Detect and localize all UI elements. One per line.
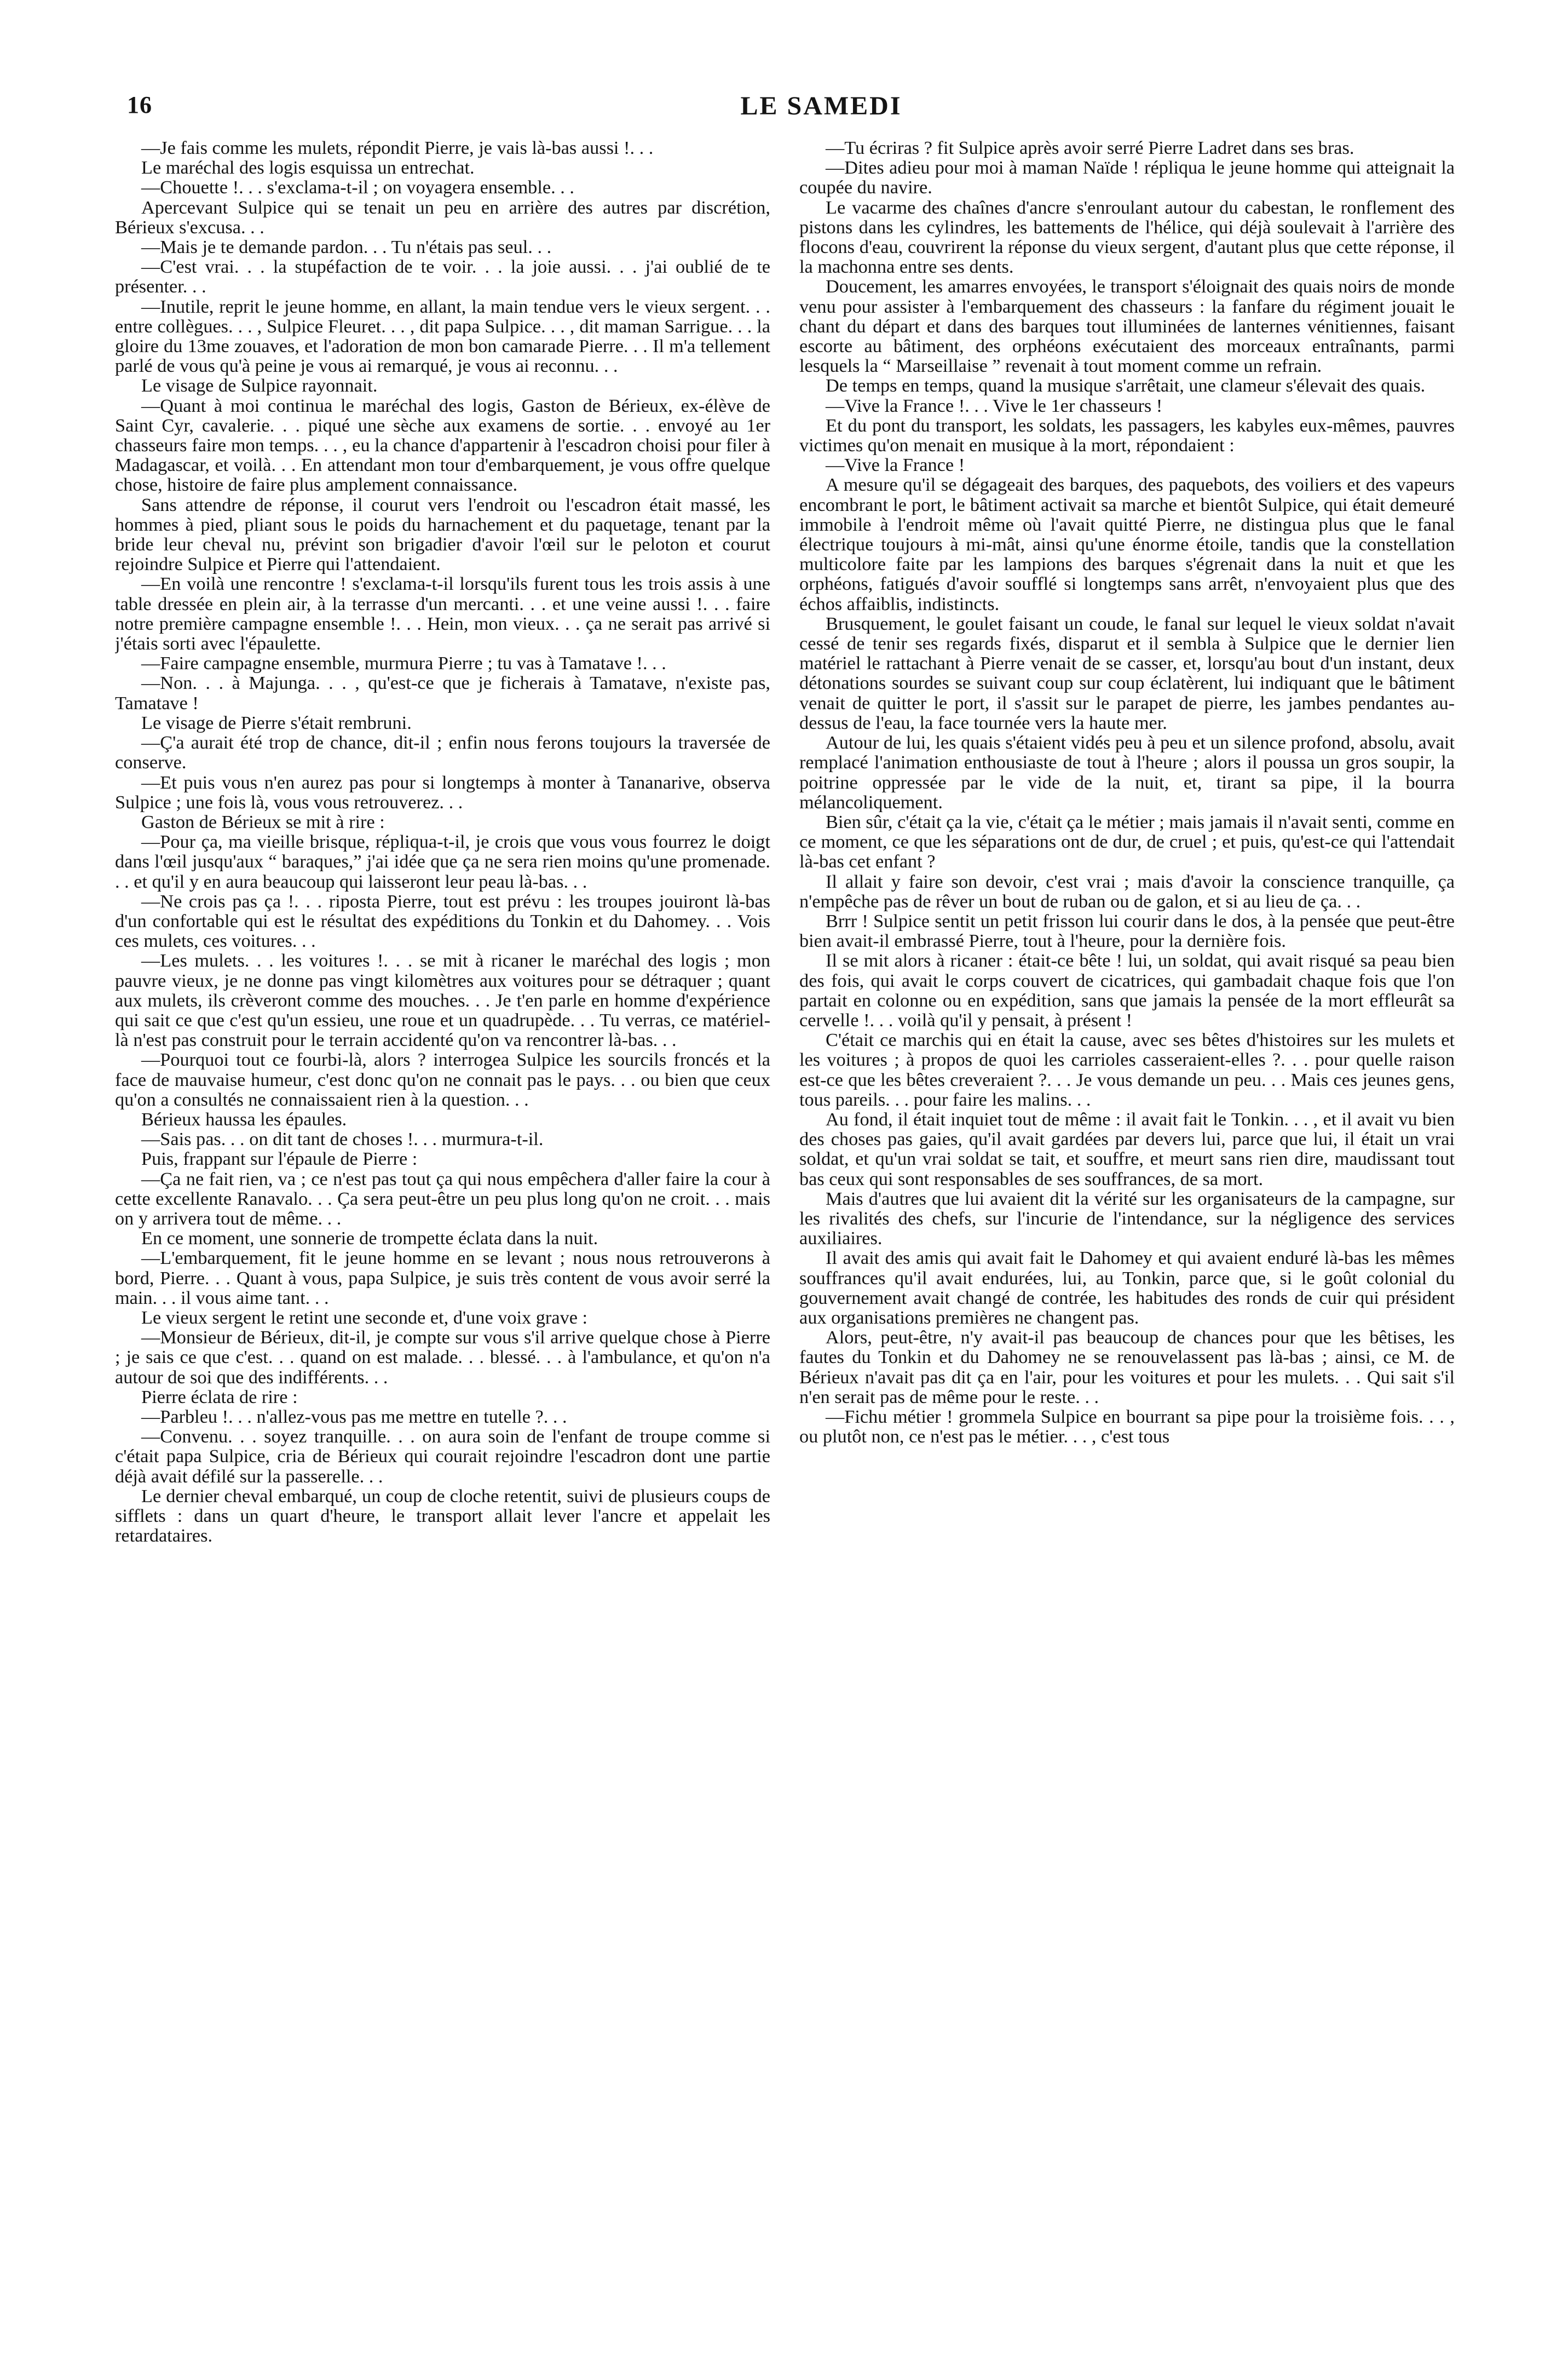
paragraph: —Les mulets. . . les voitures !. . . se mit à ricaner le maréchal des logis ; mon pauvre vieux, je ne donne pas vingt kilomètres aux voitures pour se détraquer ; quant aux mulets, ils crèveront comme des mouches. . . Je t'en parle en homme d'expérience qui sait ce que c'est qu'un essieu, une roue et un quadrupède. . . Tu verras, ce matériel-là n'est pas construit pour le terrain accidenté qu'on va rencontrer là-bas. . .	[115, 950, 770, 1051]
paragraph: Il avait des amis qui avait fait le Dahomey et qui avaient enduré là-bas les mêmes souffrances qu'il avait endurées, lui, au Tonkin, parce que, si le goût colonial du gouvernement avait changé de contrée, les habitudes des ronds de cuir qui président aux organisations premières ne changent pas.	[799, 1247, 1455, 1328]
paragraph: Bérieux haussa les épaules.	[141, 1108, 347, 1130]
paragraph: —Tu écriras ? fit Sulpice après avoir serré Pierre Ladret dans ses bras.	[826, 138, 1354, 158]
paragraph: Le vacarme des chaînes d'ancre s'enroulant autour du cabestan, le ronflement des pistons dans les cylindres, les battements de l'hélice, qui déjà soulevait à l'arrière des flocons d'eau, couvrirent la réponse du vieux sergent, d'autant plus que cette réponse, il la machonna entre ses dents.	[799, 197, 1455, 278]
paragraph: Bien sûr, c'était ça la vie, c'était ça le métier ; mais jamais il n'avait senti, comme en ce moment, ce que les séparations ont de dur, de cruel ; et puis, qu'est-ce qui l'attendait là-bas cet enfant ?	[799, 811, 1455, 872]
paragraph: Le vieux sergent le retint une seconde et, d'une voix grave :	[141, 1307, 588, 1328]
paragraph: —Ne crois pas ça !. . . riposta Pierre, tout est prévu : les troupes jouiront là-bas d'un confortable qui est le résultat des expéditions du Tonkin et du Dahomey. . . Vois ces mulets, ces voitures. . .	[115, 890, 770, 952]
paragraph: —En voilà une rencontre ! s'exclama-t-il lorsqu'ils furent tous les trois assis à une table dressée en plein air, à la terrasse d'un mercanti. . . et une veine aussi !. . . faire notre première campagne ensemble !. . . Hein, mon vieux. . . ça ne serait pas arrivé si j'étais sorti avec l'épaulette.	[115, 573, 770, 654]
paragraph: Sans attendre de réponse, il courut vers l'endroit ou l'escadron était massé, les hommes à pied, pliant sous le poids du harnachement et du paquetage, tenant par la bride leur cheval nu, prévint son brigadier d'avoir l'œil sur le peloton et courut rejoindre Sulpice et Pierre qui l'attendaient.	[115, 494, 770, 575]
paragraph: Mais d'autres que lui avaient dit la vérité sur les organisateurs de la campagne, sur les rivalités des chefs, sur l'incurie de l'intendance, sur la négligence des services auxiliaires.	[799, 1188, 1455, 1249]
paragraph: De temps en temps, quand la musique s'arrêtait, une clameur s'élevait des quais.	[826, 375, 1426, 396]
paragraph: —L'embarquement, fit le jeune homme en se levant ; nous nous retrouverons à bord, Pierre. . . Quant à vous, papa Sulpice, je suis très content de vous avoir serré la main. . . il vous aime tant. . .	[115, 1247, 770, 1308]
paragraph: —Pourquoi tout ce fourbi-là, alors ? interrogea Sulpice les sourcils froncés et la face de mauvaise humeur, c'est donc qu'on ne connait pas le pays. . . ou bien que ceux qu'on a consultés ne connaissaient rien à la question. . .	[115, 1049, 770, 1110]
paragraph: —Faire campagne ensemble, murmura Pierre ; tu vas à Tamatave !. . .	[141, 653, 666, 674]
paragraph: —Parbleu !. . . n'allez-vous pas me mettre en tutelle ?. . .	[141, 1406, 567, 1427]
paragraph: —Je fais comme les mulets, répondit Pierre, je vais là-bas aussi !. . .	[141, 138, 654, 158]
paragraph: Gaston de Bérieux se mit à rire :	[141, 811, 385, 832]
paragraph: —Et puis vous n'en aurez pas pour si longtemps à monter à Tananarive, observa Sulpice ; une fois là, vous vous retrouverez. . .	[115, 772, 770, 813]
paragraph: —Fichu métier ! grommela Sulpice en bourrant sa pipe pour la troisième fois. . . , ou plutôt non, ce n'est pas le métier. . . , c'est tous	[799, 1406, 1455, 1447]
paragraph: —Convenu. . . soyez tranquille. . . on aura soin de l'enfant de troupe comme si c'était papa Sulpice, cria de Bérieux qui courait rejoindre l'escadron dont une partie déjà avait défilé sur la passerelle. . .	[115, 1426, 770, 1487]
paragraph: Il allait y faire son devoir, c'est vrai ; mais d'avoir la conscience tranquille, ça n'empêche pas de rêver un bout de ruban ou de galon, et si au lieu de ça. . .	[799, 871, 1455, 912]
paragraph: —Dites adieu pour moi à maman Naïde ! répliqua le jeune homme qui atteignait la coupée du navire.	[799, 157, 1455, 198]
paragraph: —Inutile, reprit le jeune homme, en allant, la main tendue vers le vieux sergent. . . entre collègues. . . , Sulpice Fleuret. . . , dit papa Sulpice. . . , dit maman Sarrigue. . . la gloire du 13me zouaves, et l'adoration de mon bon camarade Pierre. . . Il m'a tellement parlé de vous qu'à peine je vous ai remarqué, je vous ai reconnu. . .	[115, 296, 770, 377]
paragraph: Au fond, il était inquiet tout de même : il avait fait le Tonkin. . . , et il avait vu bien des choses pas gaies, qu'il avait gardées par devers lui, parce que lui, il était un vrai soldat, et qu'un vrai soldat se tait, et souffre, et meurt sans rien dire, maudissant tout bas ceux qui sont responsables de ses souffrances, de sa mort.	[799, 1108, 1455, 1189]
paragraph: Brusquement, le goulet faisant un coude, le fanal sur lequel le vieux soldat n'avait cessé de tenir ses regards fixés, disparut et il sembla à Sulpice que le dernier lien matériel le rattachant à Pierre venait de se casser, et, lorsqu'au bout d'un instant, deux détonations sourdes se suivant coup sur coup éclatèrent, lui indiquant que le bâtiment venait de quitter le port, il s'assit sur le parapet de pierre, les jambes pendantes au-dessus de l'eau, la face tournée vers la haute mer.	[799, 613, 1455, 733]
paragraph: Alors, peut-être, n'y avait-il pas beaucoup de chances pour que les bêtises, les fautes du Tonkin et du Dahomey ne se renouvelassent pas là-bas ; ainsi, ce M. de Bérieux n'avait pas dit ça en l'air, pour les voitures et pour les mulets. . . Qui sait s'il n'en serait pas de même pour le reste. . .	[799, 1327, 1455, 1407]
paragraph: Et du pont du transport, les soldats, les passagers, les kabyles eux-mêmes, pauvres victimes qu'on menait en musique à la mort, répondaient :	[799, 415, 1455, 456]
paragraph: —Ça ne fait rien, va ; ce n'est pas tout ça qui nous empêchera d'aller faire la cour à cette excellente Ranavalo. . . Ça sera peut-être un peu plus long qu'on ne croit. . . mais on y arrivera tout de même. . .	[115, 1168, 770, 1229]
paragraph: Apercevant Sulpice qui se tenait un peu en arrière des autres par discrétion, Bérieux s'excusa. . .	[115, 197, 770, 238]
page-number: 16	[127, 91, 152, 118]
paragraph: Pierre éclata de rire :	[141, 1386, 298, 1407]
paragraph: —Non. . . à Majunga. . . , qu'est-ce que je ficherais à Tamatave, n'existe pas, Tamatave !	[115, 672, 770, 714]
paragraph: —Ç'a aurait été trop de chance, dit-il ; enfin nous ferons toujours la traversée de conserve.	[115, 732, 770, 773]
paragraph: Brrr ! Sulpice sentit un petit frisson lui courir dans le dos, à la pensée que peut-être bien avait-il embrassé Pierre, tout à l'heure, pour la dernière fois.	[799, 910, 1455, 952]
paragraph: Le maréchal des logis esquissa un entrechat.	[141, 157, 475, 179]
paragraph: Le dernier cheval embarqué, un coup de cloche retentit, suivi de plusieurs coups de sifflets : dans un quart d'heure, le transport allait lever l'ancre et appelait les retardataires.	[115, 1485, 770, 1546]
paragraph: Autour de lui, les quais s'étaient vidés peu à peu et un silence profond, absolu, avait remplacé l'animation enthousiaste de tout à l'heure ; alors il poussa un gros soupir, la poitrine oppressée par le vide de la nuit, et, tirant sa pipe, il la bourra mélancoliquement.	[799, 732, 1455, 813]
paragraph: —Sais pas. . . on dit tant de choses !. . . murmura-t-il.	[141, 1129, 544, 1150]
right-column	[799, 138, 1455, 2318]
running-title: LE SAMEDI	[740, 91, 902, 120]
left-column	[115, 138, 770, 2318]
paragraph: En ce moment, une sonnerie de trompette éclata dans la nuit.	[141, 1228, 598, 1249]
paragraph: C'était ce marchis qui en était la cause, avec ses bêtes d'histoires sur les mulets et les voitures ; à propos de quoi les carrioles casseraient-elles ?. . . pour quelle raison est-ce que les bêtes creveraient ?. . . Je vous demande un peu. . . Mais ces jeunes gens, tous pareils. . . pour faire les malins. . .	[799, 1030, 1455, 1110]
paragraph: —Quant à moi continua le maréchal des logis, Gaston de Bérieux, ex-élève de Saint Cyr, cavalerie. . . piqué une sèche aux examens de sortie. . . envoyé au 1er chasseurs faire mon temps. . . , eu la chance d'appartenir à l'escadron choisi pour filer à Madagascar, et voilà. . . En attendant mon tour d'embarquement, je vous offre quelque chose, histoire de faire plus amplement connaissance.	[115, 395, 770, 496]
paragraph: —Vive la France !	[826, 455, 965, 476]
paragraph: —Vive la France !. . . Vive le 1er chasseurs !	[826, 395, 1163, 416]
paragraph: —Pour ça, ma vieille brisque, répliqua-t-il, je crois que vous vous fourrez le doigt dans l'œil jusqu'aux “ baraques,” j'ai idée que ça ne sera rien moins qu'une promenade. . . et qu'il y en aura beaucoup qui laisseront leur peau là-bas. . .	[115, 831, 770, 892]
paragraph: —Mais je te demande pardon. . . Tu n'étais pas seul. . .	[141, 237, 552, 258]
paragraph: Le visage de Pierre s'était rembruni.	[141, 712, 412, 733]
paragraph: —C'est vrai. . . la stupéfaction de te voir. . . la joie aussi. . . j'ai oublié de te présenter. . .	[115, 256, 770, 297]
paragraph: —Monsieur de Bérieux, dit-il, je compte sur vous s'il arrive quelque chose à Pierre ; je sais ce que c'est. . . quand on est malade. . . blessé. . . à l'ambulance, et qu'on n'a autour de soi que des indifférents. . .	[115, 1327, 770, 1388]
paragraph: A mesure qu'il se dégageait des barques, des paquebots, des voiliers et des vapeurs encombrant le port, le bâtiment activait sa marche et bientôt Sulpice, qui était demeuré immobile à l'endroit même où l'avait quitté Pierre, ne distingua plus que le fanal électrique toujours à mi-mât, ainsi qu'une énorme étoile, tandis que la constellation multicolore faite par les lampions des barques s'égrenait dans la nuit et que les orphéons, fatigués d'avoir soufflé si longtemps sans arrêt, n'envoyaient plus que des échos affaiblis, indistincts.	[799, 474, 1455, 614]
paragraph: Doucement, les amarres envoyées, le transport s'éloignait des quais noirs de monde venu pour assister à l'embarquement des chasseurs : la fanfare du régiment jouait le chant du départ et dans des barques tout illuminées de lanternes vénitiennes, faisant escorte au bâtiment, des orphéons exécutaient des morceaux entraînants, parmi lesquels la “ Marseillaise ” revenait à tout moment comme un refrain.	[799, 276, 1455, 377]
paragraph: —Chouette !. . . s'exclama-t-il ; on voyagera ensemble. . .	[141, 177, 574, 198]
paragraph: Il se mit alors à ricaner : était-ce bête ! lui, un soldat, qui avait risqué sa peau bien des fois, qui avait le corps couvert de cicatrices, qui gambadait chaque fois que l'on partait en colonne ou en expédition, sans que jamais la pensée de la mort effleurât sa cervelle !. . . voilà qu'il y pensait, à présent !	[799, 950, 1455, 1031]
paragraph: Le visage de Sulpice rayonnait.	[141, 375, 378, 396]
paragraph: Puis, frappant sur l'épaule de Pierre :	[141, 1148, 418, 1170]
